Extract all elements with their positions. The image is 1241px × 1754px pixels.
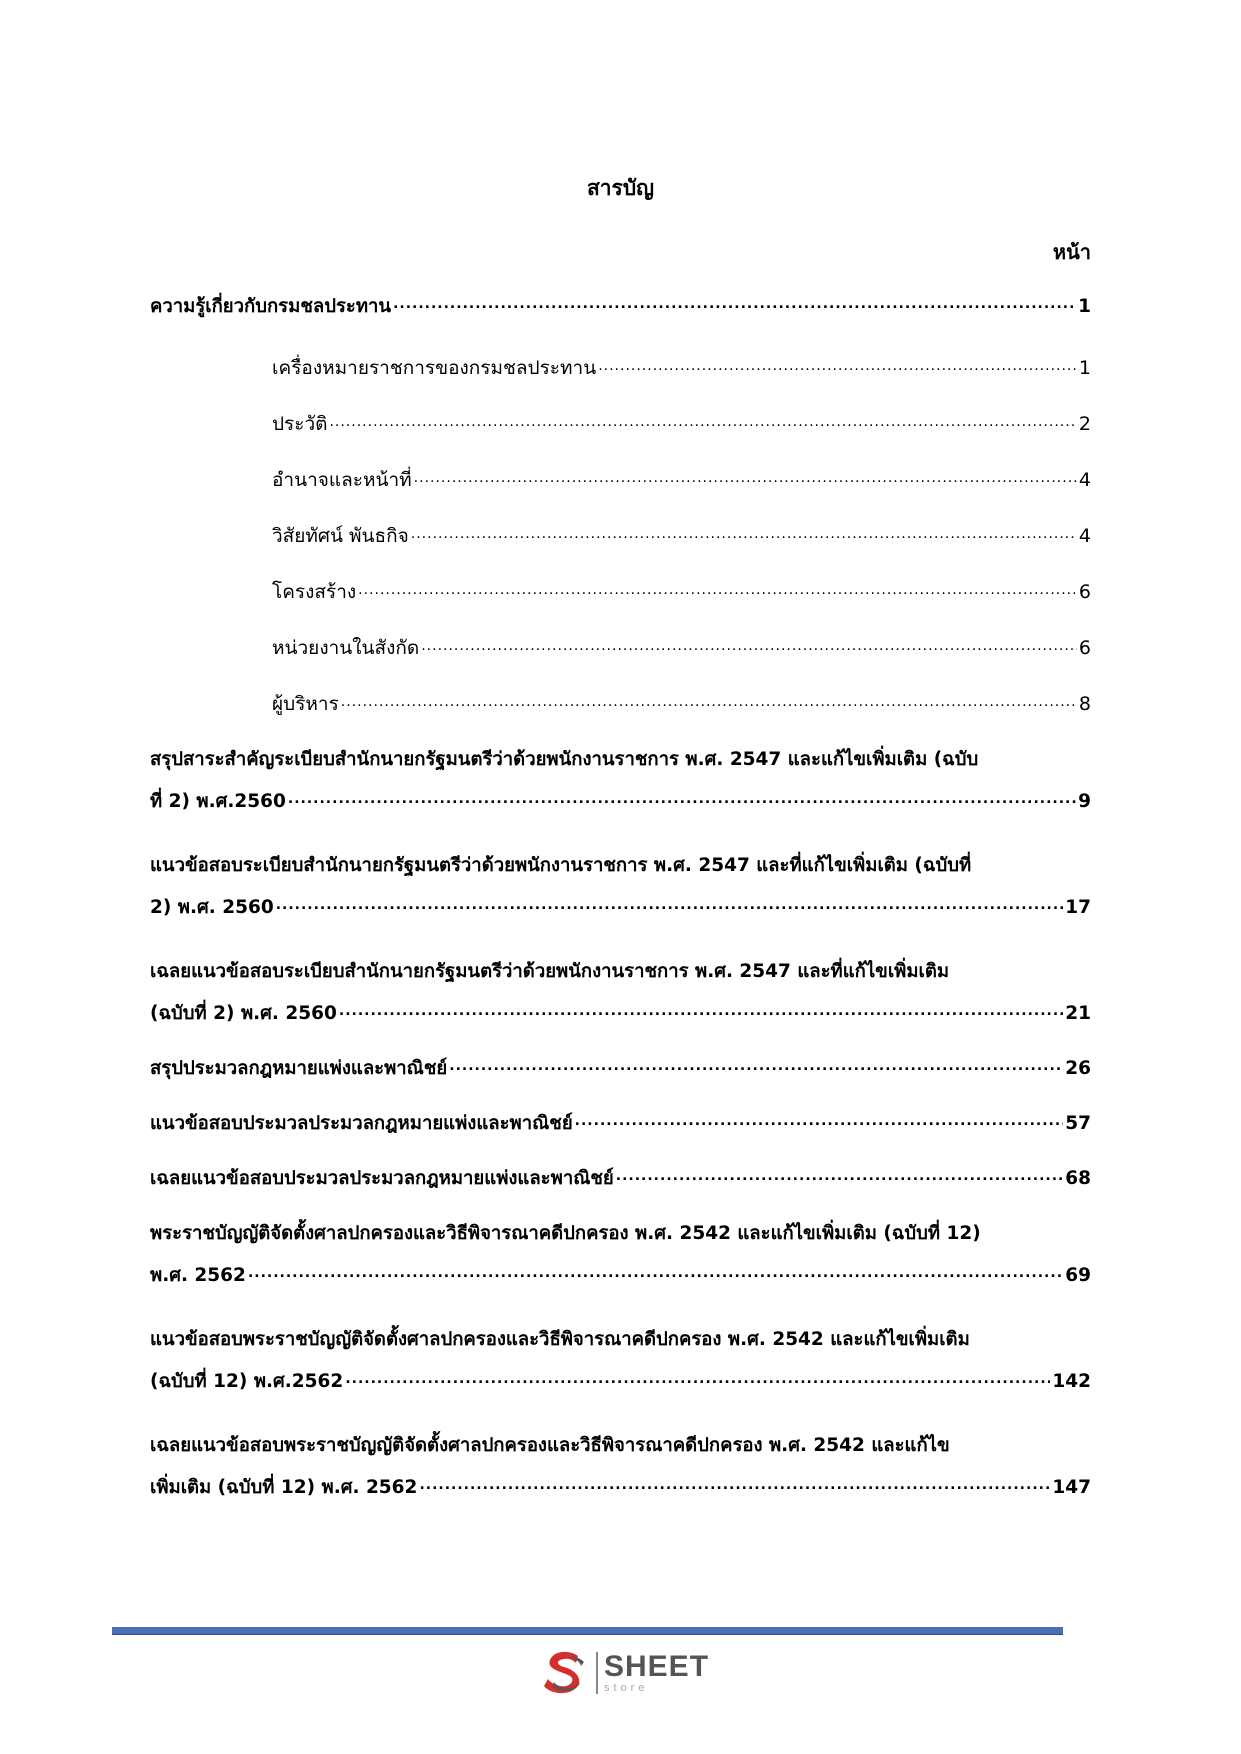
dot-leader bbox=[248, 1257, 1063, 1288]
toc-entry-sub[interactable] bbox=[150, 409, 1091, 441]
dot-leader bbox=[414, 461, 1077, 493]
toc-entry-page: 17 bbox=[1065, 897, 1091, 918]
toc-entry-page: 142 bbox=[1052, 1371, 1091, 1392]
toc-entry-title: วิสัยทัศน์ พันธกิจ bbox=[272, 525, 409, 547]
toc-entry-title: ความรู้เกี่ยวกับกรมชลประทาน bbox=[150, 296, 392, 317]
toc-entry-page: 1 bbox=[1078, 296, 1091, 317]
toc-entry-title: สรุปประมวลกฎหมายแพ่งและพาณิชย์ bbox=[150, 1058, 448, 1079]
toc-entry-page: 147 bbox=[1052, 1477, 1091, 1498]
toc-entry-title: 2) พ.ศ. 2560 bbox=[150, 897, 274, 918]
toc-entry-title: พ.ศ. 2562 bbox=[150, 1265, 246, 1286]
toc-entry-page: 1 bbox=[1078, 357, 1091, 379]
toc-entry-page: 6 bbox=[1078, 637, 1091, 659]
dot-leader bbox=[345, 1363, 1050, 1394]
toc-entry-page: 57 bbox=[1065, 1113, 1091, 1134]
toc-entry-page: 4 bbox=[1078, 525, 1091, 547]
toc-entry-page: 21 bbox=[1065, 1003, 1091, 1024]
toc-entry-page: 8 bbox=[1078, 693, 1091, 715]
toc-entry-title: ผู้บริหาร bbox=[272, 693, 339, 715]
dot-leader bbox=[575, 1105, 1064, 1136]
toc-entry-sub[interactable] bbox=[150, 689, 1091, 721]
toc-entry-sub[interactable] bbox=[150, 465, 1091, 497]
sheet-store-logo-icon bbox=[540, 1648, 592, 1698]
toc-entry-main[interactable] bbox=[150, 1054, 1091, 1085]
toc-entry-page: 26 bbox=[1065, 1058, 1091, 1079]
toc-entry-title-line1: สรุปสาระสำคัญระเบียบสำนักนายกรัฐมนตรีว่าด้วยพนักงานราชการ พ.ศ. 2547 และแก้ไขเพิ่มเติม (ฉบับ bbox=[150, 749, 979, 770]
toc-entry-title: หน่วยงานในสังกัด bbox=[272, 637, 420, 659]
toc-entry-sub[interactable] bbox=[150, 633, 1091, 665]
logo-wordmark: SHEET bbox=[604, 1650, 710, 1683]
toc-entry-main[interactable] bbox=[150, 1109, 1091, 1140]
toc-entry-title: โครงสร้าง bbox=[272, 581, 357, 603]
toc-entry-title: แนวข้อสอบประมวลประมวลกฎหมายแพ่งและพาณิชย์ bbox=[150, 1113, 573, 1134]
toc-entry-sub[interactable] bbox=[150, 353, 1091, 385]
table-of-contents bbox=[150, 292, 1091, 1504]
toc-entry-sub[interactable] bbox=[150, 521, 1091, 553]
toc-entry-main[interactable] bbox=[150, 745, 1091, 818]
toc-entry-main[interactable] bbox=[150, 1219, 1091, 1292]
dot-leader bbox=[288, 783, 1076, 814]
toc-entry-main[interactable] bbox=[150, 1164, 1091, 1195]
toc-entry-page: 6 bbox=[1078, 581, 1091, 603]
toc-entry-title-line1: แนวข้อสอบพระราชบัญญัติจัดตั้งศาลปกครองและวิธีพิจารณาคดีปกครอง พ.ศ. 2542 และแก้ไขเพิ่มเติม bbox=[150, 1329, 970, 1350]
toc-entry-page: 9 bbox=[1078, 791, 1091, 812]
toc-entry-title: ประวัติ bbox=[272, 413, 328, 435]
toc-entry-title-line1: เฉลยแนวข้อสอบพระราชบัญญัติจัดตั้งศาลปกครองและวิธีพิจารณาคดีปกครอง พ.ศ. 2542 และแก้ไข bbox=[150, 1435, 950, 1456]
toc-entry-main[interactable] bbox=[150, 1431, 1091, 1504]
toc-entry-page: 69 bbox=[1065, 1265, 1091, 1286]
toc-entry-sub[interactable] bbox=[150, 577, 1091, 609]
toc-entry-main[interactable] bbox=[150, 957, 1091, 1030]
page-title: สารบัญ bbox=[586, 176, 655, 200]
dot-leader bbox=[329, 405, 1076, 437]
sheet-store-logo bbox=[540, 1648, 709, 1698]
dot-leader bbox=[411, 517, 1077, 549]
dot-leader bbox=[449, 1050, 1063, 1081]
toc-entry-title: (ฉบับที่ 12) พ.ศ.2562 bbox=[150, 1371, 344, 1392]
dot-leader bbox=[393, 288, 1076, 319]
dot-leader bbox=[598, 349, 1077, 381]
dot-leader bbox=[421, 629, 1077, 661]
toc-entry-title: เฉลยแนวข้อสอบประมวลประมวลกฎหมายแพ่งและพาณิชย์ bbox=[150, 1168, 614, 1189]
toc-entry-title: ที่ 2) พ.ศ.2560 bbox=[150, 791, 286, 812]
toc-entry-page: 68 bbox=[1065, 1168, 1091, 1189]
logo-separator bbox=[596, 1652, 598, 1694]
toc-entry-main[interactable] bbox=[150, 851, 1091, 924]
toc-entry-title-line1: เฉลยแนวข้อสอบระเบียบสำนักนายกรัฐมนตรีว่าด้วยพนักงานราชการ พ.ศ. 2547 และที่แก้ไขเพิ่มเติม bbox=[150, 961, 950, 982]
toc-entry-page: 2 bbox=[1078, 413, 1091, 435]
toc-entry-main[interactable] bbox=[150, 292, 1091, 323]
toc-entry-title: อำนาจและหน้าที่ bbox=[272, 469, 412, 491]
toc-entry-title: (ฉบับที่ 2) พ.ศ. 2560 bbox=[150, 1003, 337, 1024]
toc-entry-title: เพิ่มเติม (ฉบับที่ 12) พ.ศ. 2562 bbox=[150, 1477, 418, 1498]
toc-entry-title-line1: แนวข้อสอบระเบียบสำนักนายกรัฐมนตรีว่าด้วยพนักงานราชการ พ.ศ. 2547 และที่แก้ไขเพิ่มเติม (ฉบับที่ bbox=[150, 855, 972, 876]
toc-entry-title-line1: พระราชบัญญัติจัดตั้งศาลปกครองและวิธีพิจารณาคดีปกครอง พ.ศ. 2542 และแก้ไขเพิ่มเติม (ฉบับที่ 12) bbox=[150, 1223, 981, 1244]
dot-leader bbox=[276, 889, 1064, 920]
toc-entry-page: 4 bbox=[1078, 469, 1091, 491]
footer-divider bbox=[112, 1627, 1063, 1635]
toc-entry-title: เครื่องหมายราชการของกรมชลประทาน bbox=[272, 357, 597, 379]
dot-leader bbox=[616, 1160, 1063, 1191]
toc-entry-main[interactable] bbox=[150, 1325, 1091, 1398]
page-column-header: หน้า bbox=[1052, 240, 1091, 264]
dot-leader bbox=[358, 573, 1077, 605]
dot-leader bbox=[341, 685, 1077, 717]
dot-leader bbox=[339, 995, 1063, 1026]
dot-leader bbox=[419, 1469, 1050, 1500]
logo-subtext: store bbox=[604, 1682, 649, 1694]
